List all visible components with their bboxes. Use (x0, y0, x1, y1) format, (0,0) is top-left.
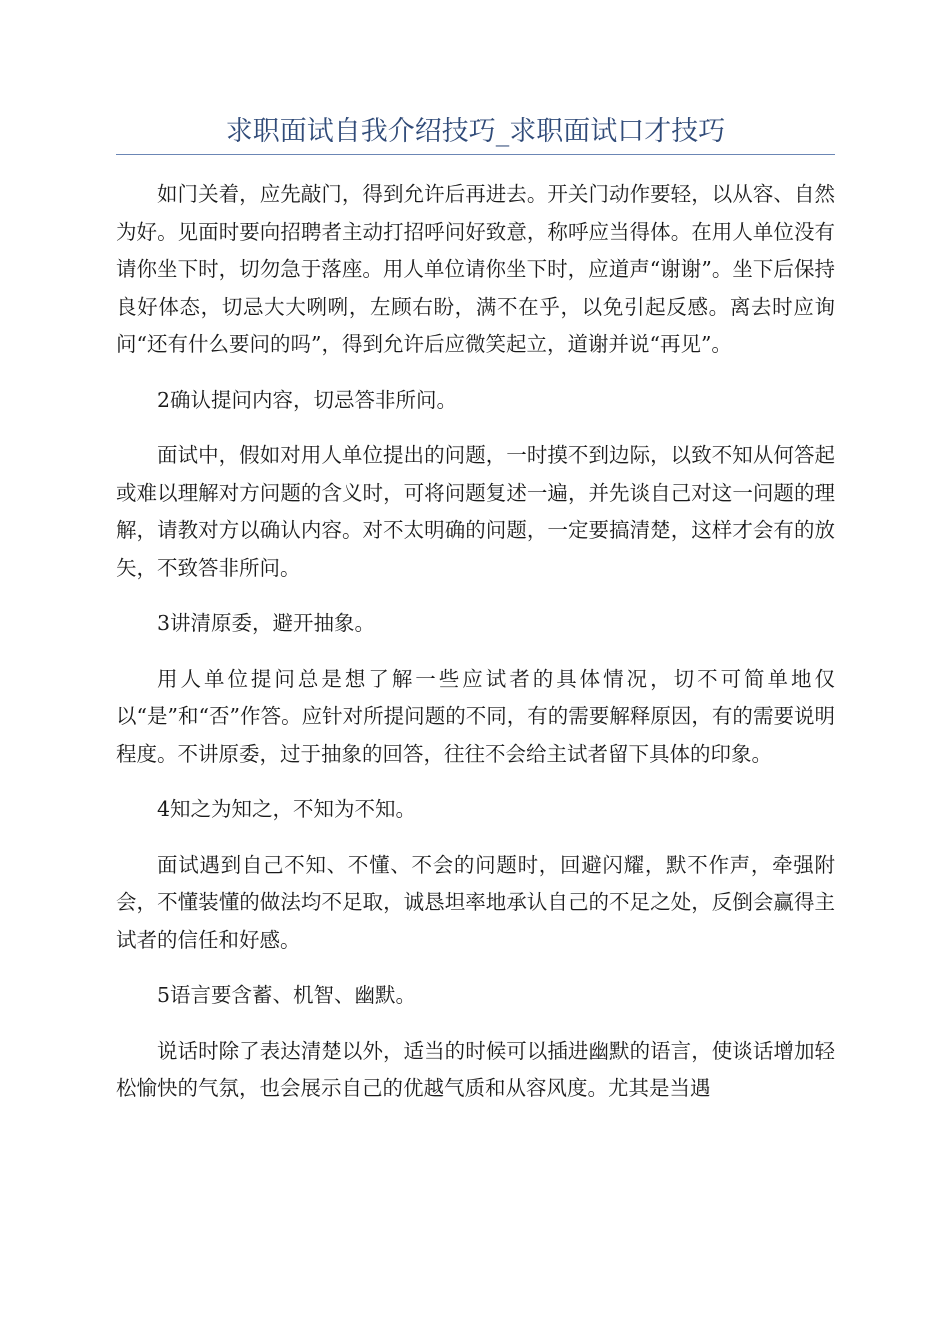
paragraph-entering-etiquette: 如门关着，应先敲门，得到允许后再进去。开关门动作要轻，以从容、自然为好。见面时要向招聘者主动打招呼问好致意，称呼应当得体。在用人单位没有请你坐下时，切勿急于落座。用人单位请你坐下时，应道声“谢谢”。坐下后保持良好体态，切忌大大咧咧，左顾右盼，满不在乎，以免引起反感。离去时应询问“还有什么要问的吗”，得到允许后应微笑起立，道谢并说“再见”。 (116, 182, 835, 356)
paragraph-humor: 说话时除了表达清楚以外，适当的时候可以插进幽默的语言，使谈话增加轻松愉快的气氛，也会展示自己的优越气质和从容风度。尤其是当遇 (116, 1038, 835, 1100)
section-heading-2: 2确认提问内容，切忌答非所问。 (157, 387, 458, 412)
document-title: 求职面试自我介绍技巧_求职面试口才技巧 (116, 112, 835, 155)
paragraph-explain-details: 用人单位提问总是想了解一些应试者的具体情况，切不可简单地仅以“是”和“否”作答。应针对所提问题的不同，有的需要解释原因，有的需要说明程度。不讲原委，过于抽象的回答，往往不会给主试者留下具体的印象。 (116, 666, 835, 766)
section-heading-3: 3讲清原委，避开抽象。 (157, 611, 376, 635)
paragraph-admit-unknown: 面试遇到自己不知、不懂、不会的问题时，回避闪耀，默不作声，牵强附会，不懂装懂的做法均不足取，诚恳坦率地承认自己的不足之处，反倒会赢得主试者的信任和好感。 (116, 852, 835, 952)
document-body (116, 176, 835, 1126)
paragraph-confirm-question: 面试中，假如对用人单位提出的问题，一时摸不到边际，以致不知从何答起或难以理解对方问题的含义时，可将问题复述一遍，并先谈自己对这一问题的理解，请教对方以确认内容。对不太明确的问题，一定要搞清楚，这样才会有的放矢，不致答非所问。 (116, 443, 835, 580)
section-heading-4: 4知之为知之，不知为不知。 (157, 797, 417, 821)
section-heading-5: 5语言要含蓄、机智、幽默。 (157, 983, 417, 1007)
